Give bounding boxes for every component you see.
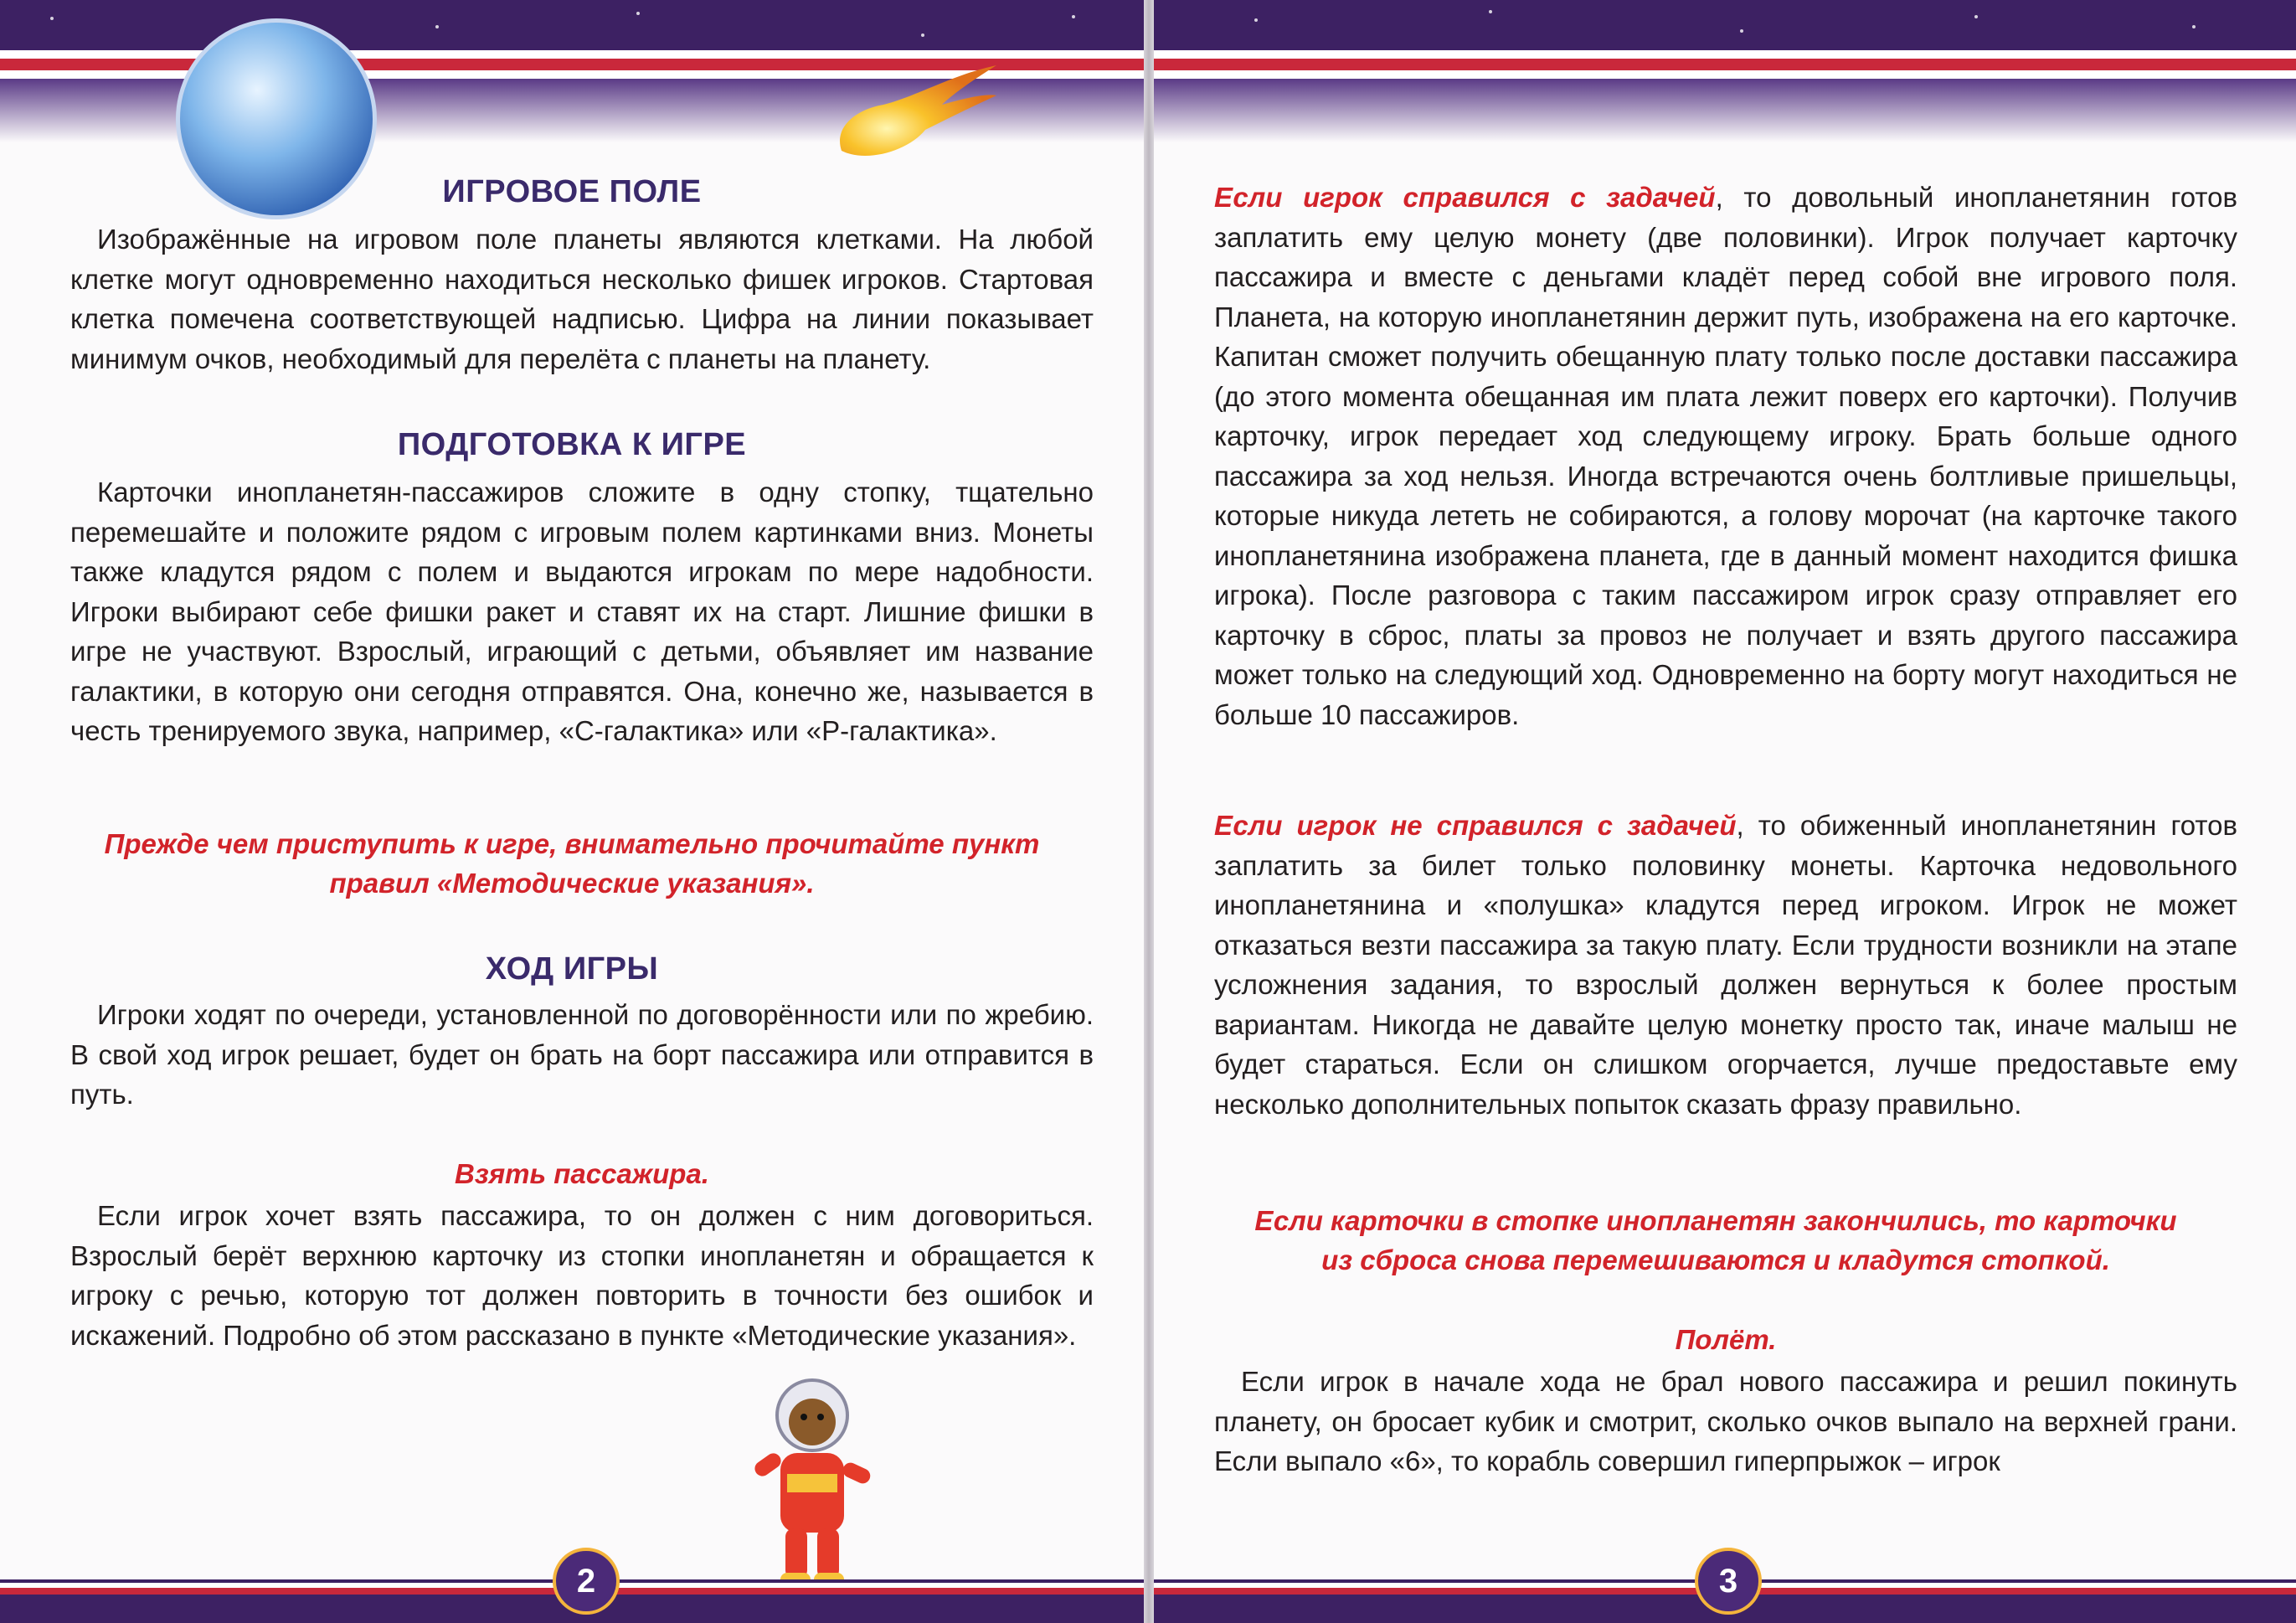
left-page — [0, 0, 1144, 1623]
paragraph-text: Если игрок хочет взять пассажира, то он должен с ним договориться. Взрослый берёт верхнюю карточку из стопки инопланетян и обращается к игроку с речью, которую тот должен повторить в точности без ошибок и искажений. Подробно об этом рассказано в пункте «Методические указания». — [70, 1200, 1094, 1351]
paragraph-text-rest: , то довольный инопланетянин готов заплатить ему целую монету (две половинки). Игрок получает карточку пассажира и вместе с деньгами кладёт перед собой вне игрового поля. Планета, на которую инопланетянин держит путь, изображена на его карточке. Капитан сможет получить обещанную плату только после доставки пассажира (до этого момента обещанная им плата лежит поверх его карточки). Получив карточку, игрок передает ход следующему игроку. Брать больше одного пассажира за ход нельзя. Иногда встречаются очень болтливые пришельцы, которые никуда лететь не собираются, а голову морочат (на карточке такого инопланетянина изображена планета, где в данный момент находится фишка игрока). После разговора с таким пассажиром игрок сразу отправляет его карточку в сброс, платы за провоз не получает и взять другого пассажира может только на следующий ход. Одновременно на борту могут находиться не больше 10 пассажиров. — [1214, 182, 2237, 730]
heading-game-turn: ХОД ИГРЫ — [485, 951, 659, 987]
note-preparation — [50, 824, 1094, 903]
note-line: из сброса снова перемешиваются и кладутся стопкой. — [1321, 1244, 2110, 1275]
paragraph-success — [1214, 178, 2237, 734]
astronaut-bear-illustration — [728, 1373, 896, 1600]
heading-game-field: ИГРОВОЕ ПОЛЕ — [442, 174, 702, 209]
paragraph-text: Изображённые на игровом поле планеты являются клетками. На любой клетке могут одновременно находиться несколько фишек игроков. Стартовая клетка помечена соответствующей надписью. Цифра на линии показывает минимум очков, необходимый для перелёта с планеты на планету. — [70, 224, 1094, 374]
paragraph-text: Если игрок в начале хода не брал нового пассажира и решил покинуть планету, он бросает кубик и смотрит, сколько очков выпало на верхней грани. Если выпало «6», то корабль совершил гиперпрыжок – игрок — [1214, 1366, 2237, 1476]
comet-illustration — [825, 59, 1001, 167]
page-number: 2 — [553, 1548, 620, 1615]
page-number: 3 — [1695, 1548, 1762, 1615]
paragraph-text-rest: , то обиженный инопланетянин готов заплатить за билет только половинку монеты. Карточка недовольного инопланетянина и «полушка» кладутся перед игроком. Игрок не может отказаться везти пассажира за такую плату. Если трудности возникли на этапе усложнения задания, то взрослый должен вернуться к более простым вариантам. Никогда не давайте целую монетку просто так, иначе малыш не будет стараться. Если он слишком огорчается, лучше предоставьте ему несколько дополнительных попыток сказать фразу правильно. — [1214, 810, 2238, 1120]
heading-preparation: ПОДГОТОВКА К ИГРЕ — [397, 427, 747, 462]
note-line: Прежде чем приступить к игре, внимательно прочитайте пункт — [104, 828, 1040, 859]
paragraph-text — [1214, 178, 2237, 734]
paragraph-flight — [1214, 1362, 2237, 1481]
paragraph-text: Карточки инопланетян-пассажиров сложите в одну стопку, тщательно перемешайте и положите рядом с игровым полем картинками вниз. Монеты также кладутся рядом с полем и выдаются игрокам по мере надобности. Игроки выбирают себе фишки ракет и ставят их на старт. Лишние фишки в игре не участвуют. Взрослый, играющий с детьми, объявляет им название галактики, в которую они сегодня отправятся. Она, конечно же, называется в честь тренируемого звука, например, «С-галактика» или «Р-галактика». — [70, 477, 1094, 746]
emphasis-success: Если игрок справился с задачей — [1214, 182, 1716, 213]
top-band — [1154, 0, 2296, 142]
paragraph-preparation — [70, 472, 1094, 751]
paragraph-game-field — [70, 219, 1094, 379]
subheading-take-passenger: Взять пассажира. — [455, 1158, 709, 1189]
note-deck-empty — [1187, 1201, 2244, 1280]
emphasis-failure: Если игрок не справился с задачей — [1214, 810, 1737, 841]
note-line: правил «Методические указания». — [329, 868, 815, 899]
subheading-flight: Полёт. — [1675, 1324, 1777, 1355]
paragraph-failure — [1214, 806, 2237, 1124]
paragraph-take-passenger — [70, 1196, 1094, 1355]
paragraph-text: Игроки ходят по очереди, установленной по договорённости или по жребию. В свой ход игрок решает, будет он брать на борт пассажира или отправится в путь. — [70, 999, 1094, 1110]
note-line: Если карточки в стопке инопланетян закончились, то карточки — [1254, 1205, 2177, 1236]
paragraph-game-turn — [70, 995, 1094, 1115]
right-page — [1154, 0, 2296, 1623]
paragraph-text — [1214, 806, 2237, 1124]
page-gutter — [1144, 0, 1154, 1623]
